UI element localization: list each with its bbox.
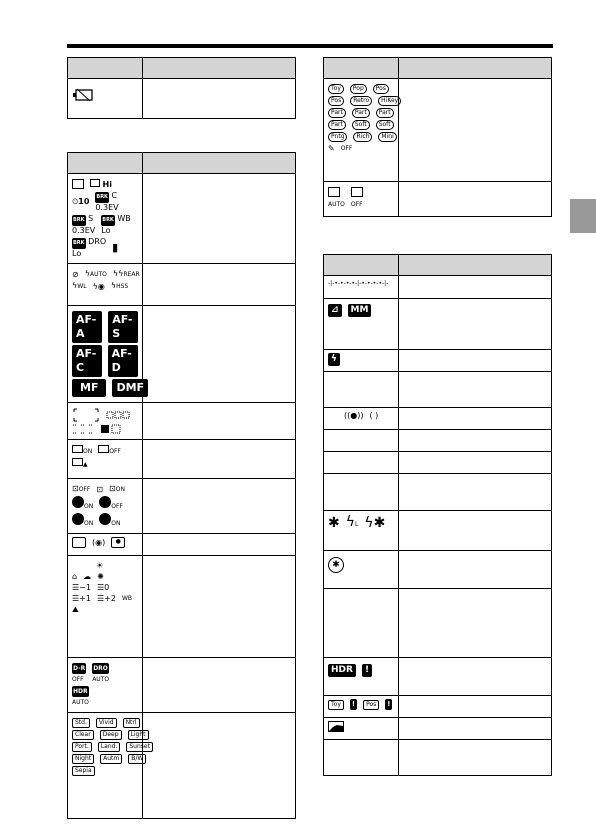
- picture-effect-icon: HiKey: [378, 96, 401, 106]
- table-row: [68, 658, 296, 713]
- flash-charge-icon: ϟ✱: [364, 515, 386, 531]
- flash-lock-icon: ϟL: [345, 514, 359, 530]
- table-row: [324, 408, 552, 430]
- picture-effect-row: [328, 132, 394, 142]
- effect-warning-b-excl-icon: !: [387, 700, 391, 708]
- table-row: [324, 696, 552, 718]
- table-row: [324, 740, 552, 776]
- mf-icon: MF: [72, 379, 106, 397]
- picture-effect-row: [328, 108, 394, 118]
- creative-style-row: [72, 718, 138, 728]
- creative-style-icon: Autm: [100, 754, 122, 764]
- dro-auto-icon: DRO AUTO: [92, 665, 110, 683]
- wb-shade-icon: ⌂: [72, 572, 78, 581]
- flash-comp-icon: ϟ: [328, 353, 340, 366]
- table-header: [324, 58, 552, 79]
- table-row: [68, 534, 296, 556]
- wb-daylight-icon: ☀: [96, 561, 104, 570]
- picture-effect-icon: Pop: [350, 84, 367, 94]
- self-timer-icon: ⏲10: [72, 197, 90, 206]
- table-header: [324, 255, 552, 276]
- exposure-scale-icon: -|-•-•-•-•-|-•-•-•-•-|-: [328, 280, 389, 287]
- table-row: [68, 306, 296, 403]
- picture-effect-icon: Part: [328, 108, 346, 118]
- picture-effect-icon: Mini: [378, 132, 396, 142]
- af-a-icon: AF-A: [72, 311, 102, 343]
- dro-off-icon: D-R OFF: [72, 665, 86, 683]
- picture-effect-row: [328, 84, 394, 94]
- bracket-dro-icon: BRK DRO Lo: [72, 237, 107, 258]
- wb-custom-icon: ⛰: [72, 605, 79, 614]
- table-row: [324, 79, 552, 182]
- flash-redeye-icon: ϟ◉: [92, 281, 105, 291]
- picture-effect-icon: Pos: [328, 96, 344, 106]
- wb-tungsten-icon: ✺: [97, 572, 104, 581]
- center-metering-icon: (◉): [92, 538, 106, 547]
- table-row: [324, 551, 552, 589]
- af-area-wide-icon: [72, 408, 100, 422]
- picture-effect-off-icon: ✎ OFF: [328, 144, 353, 153]
- table-row: [68, 264, 296, 306]
- tracking-lock-icon: ▲: [72, 458, 88, 469]
- table-battery: [67, 57, 296, 119]
- tracking-off-icon: OFF: [98, 445, 121, 456]
- histogram-icon: [328, 721, 344, 732]
- flash-off-icon: ⊘: [72, 269, 79, 279]
- flash-wireless-icon: ϟWL: [72, 281, 87, 290]
- picture-effect-icon: Pntg: [328, 132, 347, 142]
- bracket-s-icon: BRK S 0.3EV: [72, 214, 96, 235]
- wb-fluor-p1-icon: ☰+1: [72, 594, 91, 603]
- creative-style-icon: Ntrl: [123, 718, 140, 728]
- table-row: [324, 182, 552, 217]
- table-header: [68, 153, 296, 174]
- flash-hss-icon: ϟHSS: [110, 281, 129, 290]
- table-row: [324, 589, 552, 658]
- manual-metering-icon: MM: [348, 304, 372, 317]
- table-row: [68, 556, 296, 658]
- creative-style-icon: Std.: [72, 718, 90, 728]
- wb-fluor-p2-icon: ☰+2: [96, 594, 116, 603]
- creative-style-icon: Light: [128, 730, 149, 740]
- table-row: [324, 658, 552, 696]
- tracking-on-icon: ON: [72, 445, 92, 456]
- creative-style-icon: Port.: [72, 742, 92, 752]
- dmf-icon: DMF: [112, 379, 148, 397]
- wb-fluor-m1-icon: ☰−1: [72, 583, 91, 592]
- table-row: [68, 403, 296, 440]
- smile-off-icon: OFF: [99, 496, 123, 511]
- effect-warning-a-icon: Toy: [328, 700, 344, 710]
- bracket-wb-icon: BRK WB Lo: [101, 214, 131, 235]
- table-picture-effect: [323, 57, 552, 217]
- top-rule: [67, 44, 553, 48]
- table-row: [68, 479, 296, 534]
- steadyshot-warning-icon: ( ): [369, 411, 379, 420]
- ae-lock-icon: ✱: [328, 515, 340, 531]
- spot-metering-icon: ●: [111, 537, 125, 548]
- creative-style-row: [72, 730, 146, 740]
- auto-portrait-framing-auto-icon: AUTO: [328, 187, 345, 209]
- aperture-icon: ✱: [328, 557, 344, 573]
- smile-on-icon: ON: [72, 496, 93, 511]
- table-row: [324, 430, 552, 452]
- creative-style-icon: Vivid: [96, 718, 117, 728]
- table-row: [68, 713, 296, 819]
- creative-style-icon: Sunset: [126, 742, 153, 752]
- picture-effect-icon: Part: [328, 120, 346, 130]
- creative-style-row: [72, 754, 144, 764]
- table-row: [324, 299, 552, 350]
- af-d-icon: AF-D: [108, 345, 138, 377]
- section-tab: [570, 199, 596, 233]
- picture-effect-icon: Rich: [353, 132, 372, 142]
- table-row: [324, 372, 552, 408]
- picture-effect-icon: Toy: [328, 84, 344, 94]
- exposure-comp-icon: ⊿: [328, 304, 342, 317]
- effect-warning-b-icon: Pos: [363, 700, 379, 710]
- table-shooting-settings: [67, 152, 296, 819]
- creative-style-row: [72, 742, 150, 752]
- picture-effect-row: [328, 96, 399, 106]
- picture-effect-icon: Part: [352, 108, 370, 118]
- picture-effect-icon: Retro: [350, 96, 372, 106]
- creative-style-icon: Sepia: [72, 766, 95, 776]
- table-indicators: [323, 254, 552, 776]
- smile-big-icon: ON: [99, 513, 120, 528]
- smile-slight-icon: ON: [72, 513, 93, 528]
- creative-style-icon: Night: [72, 754, 94, 764]
- table-row: [68, 440, 296, 479]
- flash-rear-icon: ϟϟREAR: [112, 269, 140, 278]
- creative-style-icon: Deep: [100, 730, 122, 740]
- effect-warning-a-excl-icon: !: [351, 700, 356, 708]
- table-header: [68, 58, 296, 79]
- hdr-auto-icon: HDR AUTO: [72, 688, 89, 706]
- bracket-c-icon: BRK C 0.3EV: [95, 191, 119, 212]
- continuous-hi-icon: Hi: [90, 179, 112, 189]
- af-s-icon: AF-S: [108, 311, 138, 343]
- creative-style-icon: Land.: [98, 742, 121, 752]
- hdr-warning-icon: !: [362, 664, 372, 677]
- table-row: [324, 276, 552, 299]
- flash-auto-icon: ϟAUTO: [84, 269, 107, 278]
- picture-effect-icon: Soft: [376, 120, 394, 130]
- wb-flash-icon: WB: [121, 595, 132, 602]
- steadyshot-on-icon: ((●)): [344, 411, 364, 420]
- face-detection-on-icon: ⊡ON: [109, 484, 125, 493]
- af-area-flexible-icon: [100, 424, 122, 434]
- battery-warning-icon: [72, 88, 94, 102]
- table-row: [68, 79, 296, 119]
- creative-style-icon: Clear: [72, 730, 94, 740]
- picture-effect-icon: Soft: [352, 120, 370, 130]
- af-c-icon: AF-C: [72, 345, 102, 377]
- face-detection-off-icon: ⊡OFF: [72, 484, 91, 493]
- creative-style-row: [72, 766, 138, 776]
- af-area-zone-icon: [106, 411, 130, 419]
- table-row: [324, 511, 552, 551]
- creative-style-icon: B/W: [128, 754, 146, 764]
- picture-effect-icon: Pos: [373, 84, 389, 94]
- remote-icon: ▮: [112, 241, 119, 254]
- single-shot-icon: [72, 179, 84, 189]
- auto-portrait-framing-off-icon: OFF: [351, 187, 363, 209]
- wb-fluor-0-icon: ☰0: [96, 583, 110, 592]
- face-registered-icon: ⊡: [96, 484, 104, 494]
- picture-effect-row: [328, 120, 394, 130]
- table-row: [324, 718, 552, 740]
- table-row: [324, 452, 552, 474]
- table-row: [324, 474, 552, 511]
- table-row: [68, 174, 296, 264]
- table-row: [324, 350, 552, 372]
- multi-metering-icon: [72, 537, 86, 548]
- af-area-center-icon: [72, 424, 94, 434]
- picture-effect-icon: Part: [376, 108, 394, 118]
- wb-cloudy-icon: ☁: [83, 572, 92, 581]
- hdr-icon: HDR: [328, 664, 356, 677]
